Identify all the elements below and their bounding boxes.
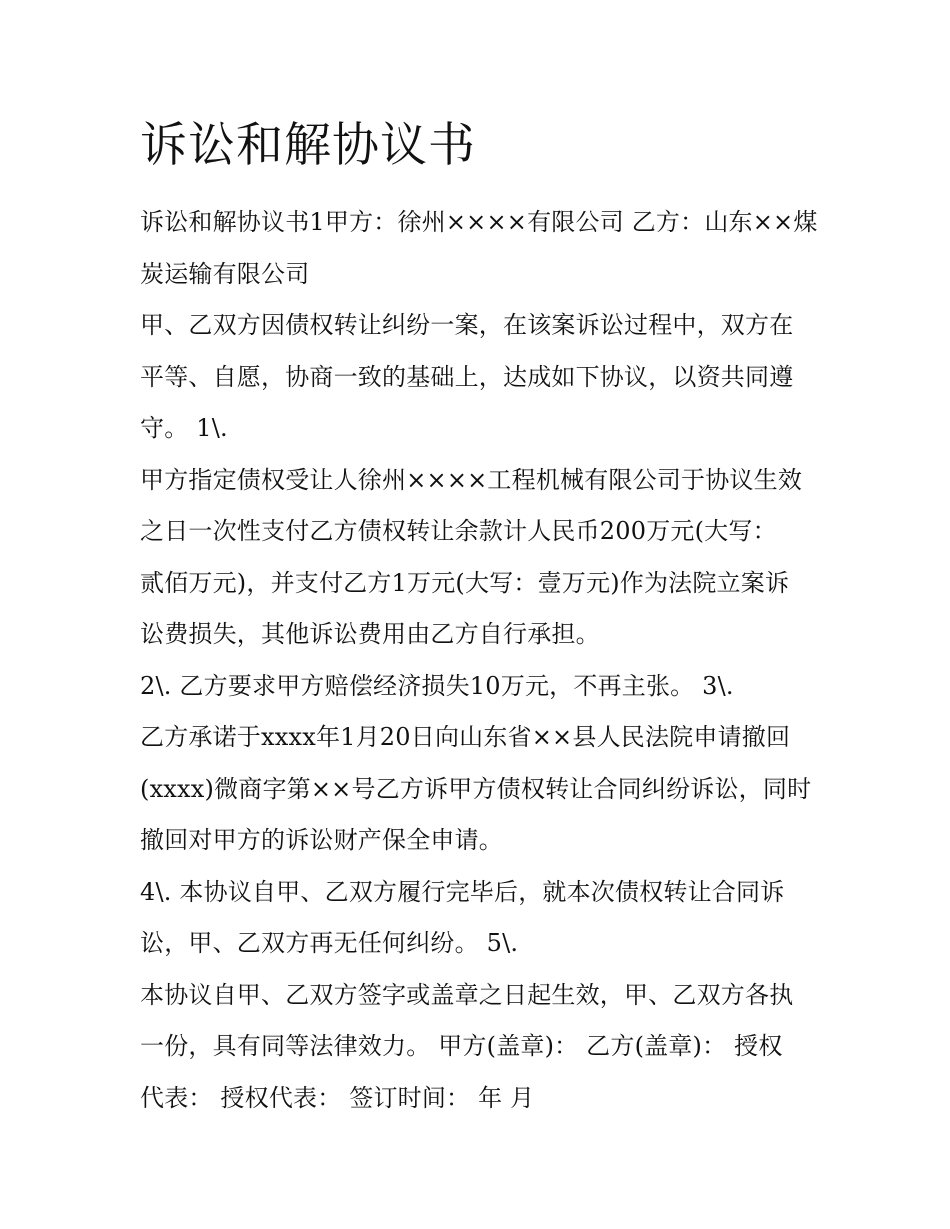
document-body: [140, 197, 820, 1124]
text-line: 一份，具有同等法律效力。 甲方(盖章)： 乙方(盖章)： 授权: [140, 1032, 783, 1060]
text-line: 2\. 乙方要求甲方赔偿经济损失10万元，不再主张。 3\.: [140, 671, 734, 700]
text-line: 守。 1\.: [140, 414, 228, 442]
text-line: 甲方指定债权受让人徐州××××工程机械有限公司于协议生效: [140, 465, 803, 494]
text-line: 甲、乙双方因债权转让纠纷一案，在该案诉讼过程中，双方在: [140, 311, 794, 339]
text-line: 讼，甲、乙双方再无任何纠纷。 5\.: [140, 929, 519, 957]
document-title: 诉讼和解协议书: [140, 118, 476, 173]
text-line: 本协议自甲、乙双方签字或盖章之日起生效，甲、乙双方各执: [140, 980, 794, 1009]
text-line: 乙方承诺于xxxx年1月20日向山东省××县人民法院申请撤回: [140, 723, 791, 751]
text-line: 贰佰万元)，并支付乙方1万元(大写：壹万元)作为法院立案诉: [140, 568, 790, 597]
text-line: 炭运输有限公司: [140, 259, 310, 288]
text-line: 代表： 授权代表： 签订时间： 年 月: [140, 1083, 535, 1112]
text-line: 诉讼和解协议书1甲方：徐州××××有限公司 乙方：山东××煤: [140, 208, 818, 236]
text-line: 平等、自愿，协商一致的基础上，达成如下协议，以资共同遵: [140, 362, 794, 391]
text-line: 撤回对甲方的诉讼财产保全申请。: [140, 826, 503, 854]
text-line: 4\. 本协议自甲、乙双方履行完毕后，就本次债权转让合同诉: [140, 877, 785, 906]
text-line: (xxxx)微商字第××号乙方诉甲方债权转让合同纠纷诉讼，同时: [140, 774, 812, 803]
text-line: 之日一次性支付乙方债权转让余款计人民币200万元(大写：: [140, 517, 777, 545]
text-line: 讼费损失，其他诉讼费用由乙方自行承担。: [140, 620, 600, 648]
